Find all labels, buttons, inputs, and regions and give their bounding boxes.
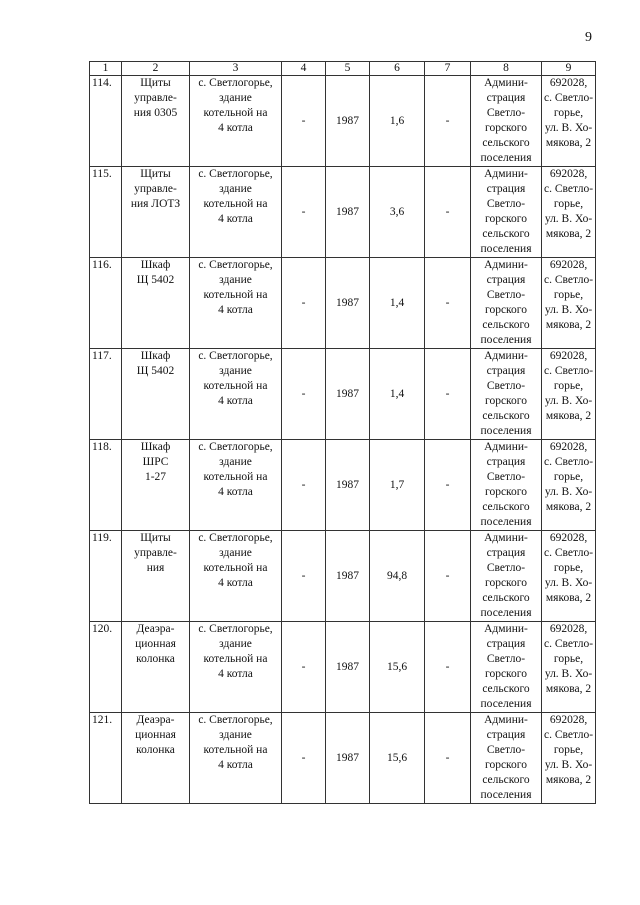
- owner-cell: [471, 531, 542, 622]
- address-cell-line: горье,: [553, 744, 584, 756]
- column-7-cell: -: [425, 622, 471, 713]
- owner-cell-line: горского: [485, 577, 527, 589]
- owner-cell-line: Светло-: [486, 744, 526, 756]
- item-name-cell-line: Шкаф: [140, 350, 171, 362]
- address-cell-line: 692028,: [549, 77, 588, 89]
- address-cell-line: ул. В. Хо-: [544, 668, 593, 680]
- owner-cell: [471, 258, 542, 349]
- location-cell: [190, 531, 282, 622]
- location-cell: [190, 258, 282, 349]
- row-number-cell: 117.: [90, 349, 122, 440]
- location-cell-line: здание: [219, 547, 252, 559]
- location-cell: [190, 622, 282, 713]
- address-cell-line: горье,: [553, 380, 584, 392]
- item-name-cell-line: Щ 5402: [136, 274, 175, 286]
- value-cell: 1,4: [370, 349, 425, 440]
- table-row: [90, 349, 596, 440]
- address-cell: [542, 349, 596, 440]
- column-header: 8: [471, 62, 542, 76]
- address-cell-line: 692028,: [549, 350, 588, 362]
- owner-cell-line: Админи-: [484, 441, 528, 453]
- owner-cell-line: сельского: [482, 137, 530, 149]
- address-cell-line: с. Светло-: [543, 92, 594, 104]
- owner-cell-line: сельского: [482, 410, 530, 422]
- item-name-cell: [122, 258, 190, 349]
- year-cell: 1987: [326, 167, 370, 258]
- location-cell-line: 4 котла: [218, 577, 253, 589]
- column-header: 6: [370, 62, 425, 76]
- year-cell: 1987: [326, 258, 370, 349]
- year-cell: 1987: [326, 349, 370, 440]
- location-cell-line: здание: [219, 183, 252, 195]
- owner-cell-line: страция: [486, 456, 526, 468]
- address-cell-line: ул. В. Хо-: [544, 759, 593, 771]
- owner-cell-line: Админи-: [484, 350, 528, 362]
- row-number-cell: 119.: [90, 531, 122, 622]
- address-cell-line: 692028,: [549, 441, 588, 453]
- table-row: [90, 622, 596, 713]
- location-cell-line: котельной на: [203, 653, 268, 665]
- location-cell-line: с. Светлогорье,: [198, 623, 273, 635]
- value-cell: 1,6: [370, 76, 425, 167]
- row-number-cell: 121.: [90, 713, 122, 804]
- item-name-cell: [122, 167, 190, 258]
- owner-cell-line: сельского: [482, 319, 530, 331]
- owner-cell-line: поселения: [480, 607, 532, 619]
- item-name-cell: [122, 76, 190, 167]
- owner-cell-line: поселения: [480, 334, 532, 346]
- item-name-cell-line: Щ 5402: [136, 365, 175, 377]
- owner-cell: [471, 167, 542, 258]
- address-cell-line: мякова, 2: [545, 501, 592, 513]
- item-name-cell-line: Деаэра-: [136, 714, 175, 726]
- column-7-cell: -: [425, 258, 471, 349]
- address-cell: [542, 76, 596, 167]
- item-name-cell-line: ния: [146, 562, 165, 574]
- owner-cell-line: Светло-: [486, 562, 526, 574]
- owner-cell-line: Светло-: [486, 471, 526, 483]
- address-cell-line: 692028,: [549, 259, 588, 271]
- location-cell-line: с. Светлогорье,: [198, 168, 273, 180]
- owner-cell-line: сельского: [482, 501, 530, 513]
- column-7-cell: -: [425, 713, 471, 804]
- owner-cell-line: поселения: [480, 243, 532, 255]
- item-name-cell-line: ния ЛОТЗ: [130, 198, 181, 210]
- owner-cell-line: Админи-: [484, 532, 528, 544]
- item-name-cell-line: колонка: [136, 744, 175, 756]
- location-cell-line: котельной на: [203, 380, 268, 392]
- location-cell-line: котельной на: [203, 198, 268, 210]
- year-cell: 1987: [326, 440, 370, 531]
- address-cell-line: ул. В. Хо-: [544, 122, 593, 134]
- year-cell: 1987: [326, 76, 370, 167]
- column-header: 7: [425, 62, 471, 76]
- owner-cell-line: сельского: [482, 683, 530, 695]
- address-cell-line: с. Светло-: [543, 183, 594, 195]
- header-row: [90, 62, 596, 76]
- address-cell-line: 692028,: [549, 623, 588, 635]
- owner-cell-line: горского: [485, 213, 527, 225]
- location-cell-line: здание: [219, 274, 252, 286]
- item-name-cell-line: Щиты: [140, 532, 171, 544]
- address-cell-line: горье,: [553, 471, 584, 483]
- column-7-cell: -: [425, 531, 471, 622]
- item-name-cell-line: управле-: [134, 92, 177, 104]
- row-number-cell: 120.: [90, 622, 122, 713]
- address-cell-line: ул. В. Хо-: [544, 213, 593, 225]
- location-cell-line: 4 котла: [218, 668, 253, 680]
- owner-cell: [471, 76, 542, 167]
- location-cell-line: с. Светлогорье,: [198, 259, 273, 271]
- location-cell-line: здание: [219, 638, 252, 650]
- location-cell-line: котельной на: [203, 471, 268, 483]
- item-name-cell-line: Деаэра-: [136, 623, 175, 635]
- location-cell: [190, 167, 282, 258]
- owner-cell-line: сельского: [482, 592, 530, 604]
- address-cell-line: мякова, 2: [545, 683, 592, 695]
- location-cell-line: котельной на: [203, 744, 268, 756]
- item-name-cell-line: ционная: [135, 638, 176, 650]
- value-cell: 15,6: [370, 622, 425, 713]
- location-cell: [190, 76, 282, 167]
- location-cell-line: 4 котла: [218, 395, 253, 407]
- value-cell: 1,4: [370, 258, 425, 349]
- owner-cell-line: поселения: [480, 152, 532, 164]
- address-cell-line: с. Светло-: [543, 547, 594, 559]
- address-cell-line: с. Светло-: [543, 638, 594, 650]
- owner-cell-line: сельского: [482, 774, 530, 786]
- item-name-cell: [122, 622, 190, 713]
- column-4-cell: -: [282, 622, 326, 713]
- column-7-cell: -: [425, 167, 471, 258]
- item-name-cell: [122, 531, 190, 622]
- owner-cell-line: Светло-: [486, 107, 526, 119]
- address-cell: [542, 167, 596, 258]
- location-cell-line: здание: [219, 365, 252, 377]
- owner-cell-line: страция: [486, 183, 526, 195]
- address-cell-line: горье,: [553, 107, 584, 119]
- row-number-cell: 118.: [90, 440, 122, 531]
- location-cell: [190, 440, 282, 531]
- column-header: 4: [282, 62, 326, 76]
- column-7-cell: -: [425, 349, 471, 440]
- location-cell-line: здание: [219, 729, 252, 741]
- owner-cell: [471, 622, 542, 713]
- location-cell: [190, 713, 282, 804]
- address-cell-line: 692028,: [549, 532, 588, 544]
- owner-cell-line: поселения: [480, 789, 532, 801]
- location-cell-line: 4 котла: [218, 122, 253, 134]
- address-cell-line: горье,: [553, 562, 584, 574]
- location-cell-line: с. Светлогорье,: [198, 441, 273, 453]
- address-cell-line: с. Светло-: [543, 365, 594, 377]
- item-name-cell: [122, 349, 190, 440]
- owner-cell-line: страция: [486, 547, 526, 559]
- owner-cell-line: страция: [486, 729, 526, 741]
- owner-cell-line: поселения: [480, 516, 532, 528]
- year-cell: 1987: [326, 531, 370, 622]
- owner-cell-line: Админи-: [484, 623, 528, 635]
- owner-cell: [471, 440, 542, 531]
- address-cell-line: ул. В. Хо-: [544, 395, 593, 407]
- location-cell-line: 4 котла: [218, 759, 253, 771]
- address-cell-line: мякова, 2: [545, 592, 592, 604]
- column-header: 9: [542, 62, 596, 76]
- column-header: 2: [122, 62, 190, 76]
- address-cell: [542, 531, 596, 622]
- column-header: 1: [90, 62, 122, 76]
- item-name-cell-line: Шкаф: [140, 441, 171, 453]
- column-4-cell: -: [282, 349, 326, 440]
- address-cell-line: горье,: [553, 198, 584, 210]
- owner-cell: [471, 349, 542, 440]
- table-body: [90, 76, 596, 804]
- location-cell-line: с. Светлогорье,: [198, 350, 273, 362]
- item-name-cell-line: ционная: [135, 729, 176, 741]
- location-cell: [190, 349, 282, 440]
- owner-cell-line: поселения: [480, 425, 532, 437]
- owner-cell-line: поселения: [480, 698, 532, 710]
- item-name-cell-line: колонка: [136, 653, 175, 665]
- address-cell-line: горье,: [553, 653, 584, 665]
- owner-cell-line: горского: [485, 668, 527, 680]
- address-cell-line: с. Светло-: [543, 274, 594, 286]
- address-cell-line: горье,: [553, 289, 584, 301]
- address-cell-line: мякова, 2: [545, 228, 592, 240]
- item-name-cell: [122, 440, 190, 531]
- owner-cell-line: Светло-: [486, 653, 526, 665]
- item-name-cell-line: 1-27: [144, 471, 167, 483]
- value-cell: 15,6: [370, 713, 425, 804]
- address-cell-line: с. Светло-: [543, 729, 594, 741]
- column-4-cell: -: [282, 258, 326, 349]
- table-row: [90, 258, 596, 349]
- owner-cell-line: страция: [486, 92, 526, 104]
- location-cell-line: 4 котла: [218, 213, 253, 225]
- column-7-cell: -: [425, 76, 471, 167]
- address-cell-line: ул. В. Хо-: [544, 486, 593, 498]
- address-cell-line: 692028,: [549, 714, 588, 726]
- address-cell-line: 692028,: [549, 168, 588, 180]
- location-cell-line: 4 котла: [218, 486, 253, 498]
- address-cell-line: мякова, 2: [545, 137, 592, 149]
- item-name-cell-line: Щиты: [140, 77, 171, 89]
- column-header: 5: [326, 62, 370, 76]
- owner-cell-line: горского: [485, 122, 527, 134]
- table-row: [90, 76, 596, 167]
- location-cell-line: с. Светлогорье,: [198, 77, 273, 89]
- address-cell-line: ул. В. Хо-: [544, 577, 593, 589]
- owner-cell-line: горского: [485, 486, 527, 498]
- column-4-cell: -: [282, 440, 326, 531]
- item-name-cell-line: Щиты: [140, 168, 171, 180]
- owner-cell-line: Админи-: [484, 259, 528, 271]
- value-cell: 94,8: [370, 531, 425, 622]
- owner-cell-line: страция: [486, 365, 526, 377]
- location-cell-line: здание: [219, 456, 252, 468]
- owner-cell-line: Светло-: [486, 198, 526, 210]
- owner-cell: [471, 713, 542, 804]
- item-name-cell-line: управле-: [134, 547, 177, 559]
- item-name-cell-line: управле-: [134, 183, 177, 195]
- column-4-cell: -: [282, 531, 326, 622]
- owner-cell-line: Админи-: [484, 168, 528, 180]
- location-cell-line: котельной на: [203, 289, 268, 301]
- address-cell-line: мякова, 2: [545, 410, 592, 422]
- location-cell-line: 4 котла: [218, 304, 253, 316]
- table-row: [90, 440, 596, 531]
- owner-cell-line: Админи-: [484, 77, 528, 89]
- column-header: 3: [190, 62, 282, 76]
- value-cell: 1,7: [370, 440, 425, 531]
- owner-cell-line: Светло-: [486, 289, 526, 301]
- address-cell: [542, 622, 596, 713]
- address-cell: [542, 713, 596, 804]
- address-cell: [542, 258, 596, 349]
- location-cell-line: котельной на: [203, 562, 268, 574]
- address-cell: [542, 440, 596, 531]
- row-number-cell: 114.: [90, 76, 122, 167]
- location-cell-line: с. Светлогорье,: [198, 532, 273, 544]
- column-4-cell: -: [282, 167, 326, 258]
- location-cell-line: здание: [219, 92, 252, 104]
- row-number-cell: 115.: [90, 167, 122, 258]
- year-cell: 1987: [326, 713, 370, 804]
- table-row: [90, 531, 596, 622]
- location-cell-line: котельной на: [203, 107, 268, 119]
- column-4-cell: -: [282, 76, 326, 167]
- table-row: [90, 167, 596, 258]
- owner-cell-line: горского: [485, 395, 527, 407]
- owner-cell-line: Админи-: [484, 714, 528, 726]
- owner-cell-line: сельского: [482, 228, 530, 240]
- row-number-cell: 116.: [90, 258, 122, 349]
- owner-cell-line: горского: [485, 759, 527, 771]
- property-registry-table: [89, 61, 596, 804]
- table-row: [90, 713, 596, 804]
- address-cell-line: с. Светло-: [543, 456, 594, 468]
- year-cell: 1987: [326, 622, 370, 713]
- column-4-cell: -: [282, 713, 326, 804]
- value-cell: 3,6: [370, 167, 425, 258]
- location-cell-line: с. Светлогорье,: [198, 714, 273, 726]
- item-name-cell-line: Шкаф: [140, 259, 171, 271]
- owner-cell-line: страция: [486, 638, 526, 650]
- owner-cell-line: горского: [485, 304, 527, 316]
- owner-cell-line: страция: [486, 274, 526, 286]
- item-name-cell-line: ния 0305: [133, 107, 178, 119]
- owner-cell-line: Светло-: [486, 380, 526, 392]
- address-cell-line: ул. В. Хо-: [544, 304, 593, 316]
- item-name-cell-line: ШРС: [142, 456, 169, 468]
- address-cell-line: мякова, 2: [545, 319, 592, 331]
- address-cell-line: мякова, 2: [545, 774, 592, 786]
- column-7-cell: -: [425, 440, 471, 531]
- page-number: 9: [585, 30, 592, 45]
- item-name-cell: [122, 713, 190, 804]
